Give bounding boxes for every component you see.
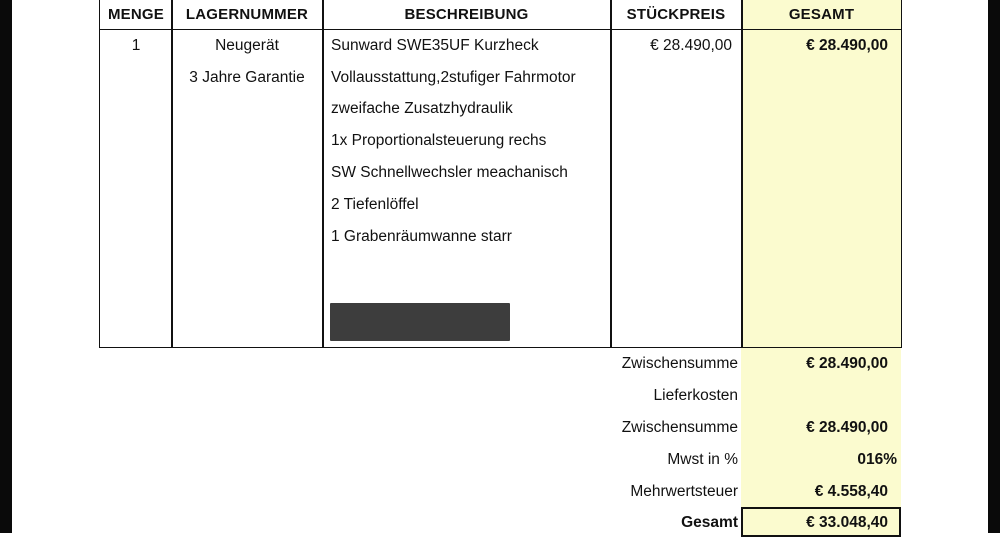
right-dark-edge [988, 0, 1000, 533]
summary-label-zwischensumme-2: Zwischensumme [621, 419, 738, 436]
summary-value-zwischensumme-2: € 28.490,00 [806, 419, 888, 436]
item-lager-line: Neugerät [215, 37, 279, 54]
header-beschreibung: BESCHREIBUNG [404, 6, 529, 23]
header-lagernummer: LAGERNUMMER [185, 6, 309, 23]
summary-label-gesamt: Gesamt [681, 514, 738, 531]
item-stueckpreis: € 28.490,00 [650, 37, 732, 54]
description-line: 1 Grabenräumwanne starr [331, 228, 512, 245]
description-line: Vollausstattung,2stufiger Fahrmotor [331, 69, 576, 86]
description-line: Sunward SWE35UF Kurzheck [331, 37, 539, 54]
description-line: zweifache Zusatzhydraulik [331, 100, 513, 117]
summary-value-mwst-prozent: 016% [857, 451, 897, 468]
summary-value-gesamt: € 33.048,40 [806, 514, 888, 531]
summary-label-mehrwertsteuer: Mehrwertsteuer [630, 483, 738, 500]
summary-value-zwischensumme: € 28.490,00 [806, 355, 888, 372]
item-menge: 1 [131, 37, 141, 54]
header-stueckpreis: STÜCKPREIS [626, 6, 726, 23]
summary-value-mehrwertsteuer: € 4.558,40 [814, 483, 888, 500]
item-gesamt: € 28.490,00 [806, 37, 888, 54]
column-divider [322, 0, 324, 348]
summary-label-lieferkosten: Lieferkosten [653, 387, 738, 404]
header-menge: MENGE [107, 6, 164, 23]
summary-label-mwst-prozent: Mwst in % [667, 451, 738, 468]
redaction-block [330, 303, 510, 341]
summary-label-zwischensumme: Zwischensumme [621, 355, 738, 372]
description-line: SW Schnellwechsler meachanisch [331, 164, 568, 181]
header-gesamt: GESAMT [788, 6, 855, 23]
description-line: 1x Proportionalsteuerung rechs [331, 132, 547, 149]
item-lager-line: 3 Jahre Garantie [189, 69, 305, 86]
description-line: 2 Tiefenlöffel [331, 196, 419, 213]
left-dark-edge [0, 0, 12, 533]
